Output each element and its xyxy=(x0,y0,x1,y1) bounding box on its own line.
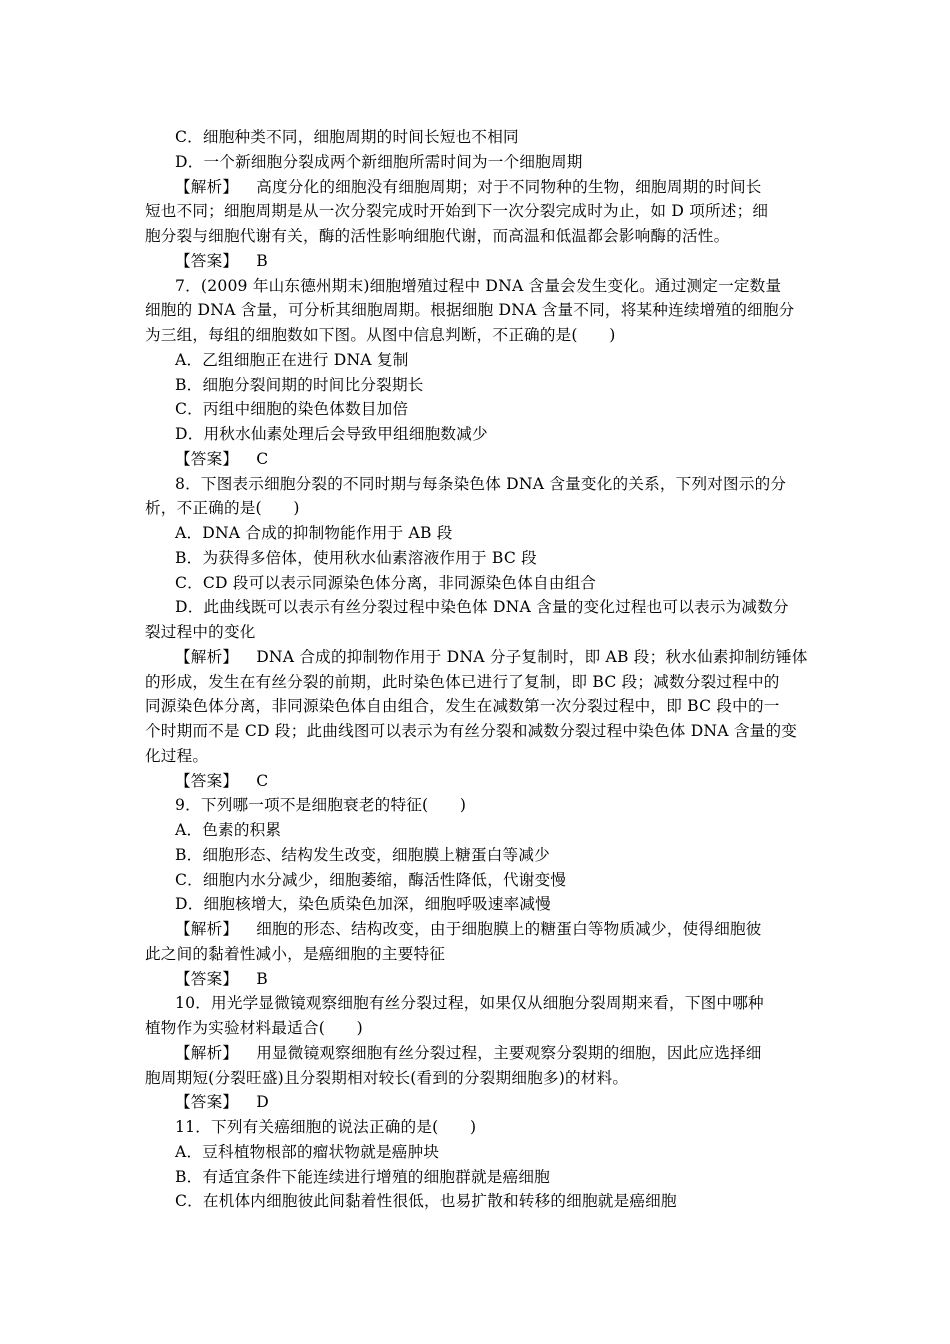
section-tag: 【答案】 xyxy=(175,771,239,790)
answer-line xyxy=(175,917,840,941)
section-tag: 【解析】 xyxy=(175,1043,239,1062)
text-line xyxy=(175,521,840,545)
line-text: 的形成，发生在有丝分裂的前期，此时染色体已进行了复制，即 BC 段；减数分裂过程中的 xyxy=(145,672,780,691)
line-text: C．CD 段可以表示同源染色体分离，非同源染色体自由组合 xyxy=(175,573,597,592)
line-text: B xyxy=(256,969,268,988)
section-tag: 【答案】 xyxy=(175,449,239,468)
answer-line xyxy=(175,1090,840,1114)
line-text: 此之间的黏着性减小，是癌细胞的主要特征 xyxy=(145,944,446,963)
line-text: C．丙组中细胞的染色体数目加倍 xyxy=(175,400,409,419)
answer-line xyxy=(175,645,840,669)
line-text: 11．下列有关癌细胞的说法正确的是( ) xyxy=(175,1118,477,1136)
answer-line xyxy=(175,1041,840,1065)
text-line xyxy=(175,274,840,298)
text-line xyxy=(175,546,840,570)
text-line xyxy=(145,694,810,718)
line-text: A．色素的积累 xyxy=(175,821,282,839)
answer-line xyxy=(175,175,840,199)
line-text: D．一个新细胞分裂成两个新细胞所需时间为一个细胞周期 xyxy=(175,152,583,171)
text-line xyxy=(175,571,840,595)
section-tag: 【答案】 xyxy=(175,1093,239,1112)
text-line xyxy=(145,298,810,322)
text-line xyxy=(175,793,840,817)
line-text: 胞周期短(分裂旺盛)且分裂期相对较长(看到的分裂期细胞多)的材料。 xyxy=(145,1068,629,1087)
text-line xyxy=(175,818,840,842)
line-text: 8．下图表示细胞分裂的不同时期与每条染色体 DNA 含量变化的关系，下列对图示的分 xyxy=(175,474,787,493)
text-line xyxy=(175,1189,840,1213)
answer-line xyxy=(175,967,840,991)
line-text: B xyxy=(256,251,268,270)
line-text: D xyxy=(256,1093,269,1112)
line-text: 9．下列哪一项不是细胞衰老的特征( ) xyxy=(175,796,467,815)
text-line xyxy=(145,323,810,347)
text-line xyxy=(145,670,810,694)
text-line xyxy=(145,199,810,223)
text-line xyxy=(175,1115,840,1139)
text-line xyxy=(175,422,840,446)
line-text: 用显微镜观察细胞有丝分裂过程，主要观察分裂期的细胞，因此应选择细 xyxy=(256,1043,762,1062)
line-text: C．细胞种类不同，细胞周期的时间长短也不相同 xyxy=(175,128,519,146)
text-line xyxy=(175,1165,840,1189)
line-text: 短也不同；细胞周期是从一次分裂完成时开始到下一次分裂完成时为止，如 D 项所述；细 xyxy=(145,202,769,221)
text-line xyxy=(145,1016,810,1040)
line-text: 10．用光学显微镜观察细胞有丝分裂过程，如果仅从细胞分裂周期来看，下图中哪种 xyxy=(175,994,764,1013)
section-tag: 【解析】 xyxy=(175,177,239,196)
text-line xyxy=(145,719,810,743)
text-line xyxy=(175,991,840,1015)
section-tag: 【解析】 xyxy=(175,920,239,938)
section-tag: 【答案】 xyxy=(175,251,239,270)
text-line xyxy=(175,397,840,421)
line-text: 植物作为实验材料最适合( ) xyxy=(145,1019,363,1037)
text-line xyxy=(145,744,810,768)
line-text: 裂过程中的变化 xyxy=(145,623,256,641)
line-text: B．有适宜条件下能连续进行增殖的细胞群就是癌细胞 xyxy=(175,1167,550,1186)
line-text: C xyxy=(256,771,269,790)
section-tag: 【答案】 xyxy=(175,969,239,988)
text-line xyxy=(145,224,810,248)
answer-line xyxy=(175,249,840,273)
text-line xyxy=(175,868,840,892)
line-text: 7．(2009 年山东德州期末)细胞增殖过程中 DNA 含量会发生变化。通过测定一定数量 xyxy=(175,276,782,295)
line-text: 高度分化的细胞没有细胞周期；对于不同物种的生物，细胞周期的时间长 xyxy=(256,177,762,196)
text-line xyxy=(145,1066,810,1090)
line-text: 胞分裂与细胞代谢有关，酶的活性影响细胞代谢，而高温和低温都会影响酶的活性。 xyxy=(145,227,730,245)
line-text: D．细胞核增大，染色质染色加深，细胞呼吸速率减慢 xyxy=(175,895,551,914)
line-text: D．此曲线既可以表示有丝分裂过程中染色体 DNA 含量的变化过程也可以表示为减数分 xyxy=(175,598,789,617)
text-line xyxy=(175,892,840,916)
line-text: 个时期而不是 CD 段；此曲线图可以表示为有丝分裂和减数分裂过程中染色体 DNA 含量的变 xyxy=(145,722,798,740)
line-text: DNA 合成的抑制物作用于 DNA 分子复制时，即 AB 段；秋水仙素抑制纺锤体 xyxy=(256,647,808,666)
line-text: 为三组，每组的细胞数如下图。从图中信息判断，不正确的是( ) xyxy=(145,326,616,344)
line-text: C．在机体内细胞彼此间黏着性很低，也易扩散和转移的细胞就是癌细胞 xyxy=(175,1192,677,1211)
line-text: B．细胞形态、结构发生改变，细胞膜上糖蛋白等减少 xyxy=(175,845,550,864)
text-line xyxy=(145,496,810,520)
text-line xyxy=(175,150,840,174)
answer-line xyxy=(175,769,840,793)
line-text: C．细胞内水分减少，细胞萎缩，酶活性降低，代谢变慢 xyxy=(175,870,567,889)
line-text: A．DNA 合成的抑制物能作用于 AB 段 xyxy=(175,524,453,542)
section-tag: 【解析】 xyxy=(175,647,239,666)
line-text: 析，不正确的是( ) xyxy=(145,499,300,518)
line-text: 细胞的 DNA 含量，可分析其细胞周期。根据细胞 DNA 含量不同，将某种连续增殖的细胞分 xyxy=(145,301,795,320)
text-line xyxy=(175,125,840,149)
line-text: B．为获得多倍体，使用秋水仙素溶液作用于 BC 段 xyxy=(175,548,537,567)
text-line xyxy=(175,373,840,397)
line-text: 同源染色体分离，非同源染色体自由组合，发生在减数第一次分裂过程中，即 BC 段中的一 xyxy=(145,697,780,716)
line-text: C xyxy=(256,449,269,468)
text-line xyxy=(175,1140,840,1164)
text-line xyxy=(145,942,810,966)
text-line xyxy=(175,843,840,867)
line-text: D．用秋水仙素处理后会导致甲组细胞数减少 xyxy=(175,425,488,443)
line-text: A．乙组细胞正在进行 DNA 复制 xyxy=(175,350,409,369)
line-text: 化过程。 xyxy=(145,746,209,765)
text-line xyxy=(175,595,840,619)
answer-line xyxy=(175,447,840,471)
text-line xyxy=(175,472,840,496)
line-text: B．细胞分裂间期的时间比分裂期长 xyxy=(175,375,424,394)
line-text: A．豆科植物根部的瘤状物就是癌肿块 xyxy=(175,1142,440,1161)
line-text: 细胞的形态、结构改变，由于细胞膜上的糖蛋白等物质减少，使得细胞彼 xyxy=(256,920,762,938)
text-line xyxy=(175,348,840,372)
text-line xyxy=(145,620,810,644)
